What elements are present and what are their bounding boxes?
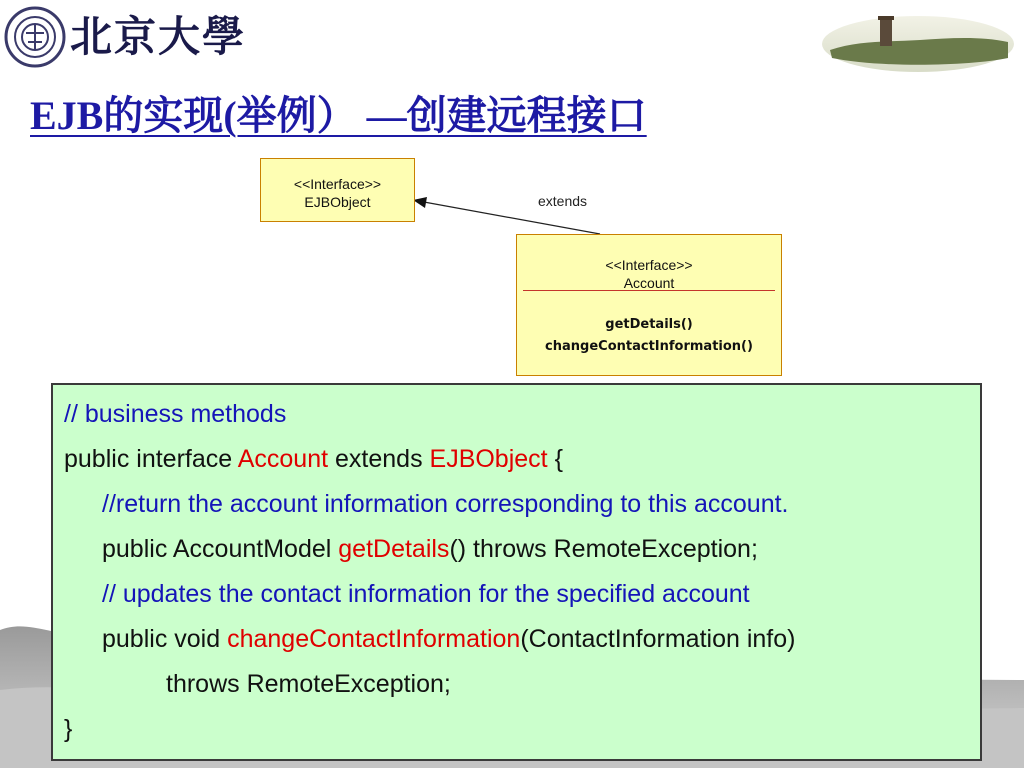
code-token: () throws RemoteException;	[449, 535, 758, 563]
operation-getdetails: getDetails()	[605, 317, 693, 332]
code-method-changecontactinformation: changeContactInformation	[227, 625, 521, 653]
code-token: public void	[102, 625, 228, 653]
code-line-changecontactinformation	[64, 617, 980, 662]
operation-changecontactinformation: changeContactInformation()	[545, 339, 753, 354]
extends-relation-label: extends	[538, 193, 588, 209]
code-token: public interface	[64, 445, 238, 473]
code-superinterface-name: EJBObject	[429, 445, 548, 473]
code-panel	[51, 383, 982, 761]
account-interface-box	[516, 234, 782, 376]
code-interface-name: Account	[237, 445, 329, 473]
account-operations	[517, 291, 781, 358]
account-box-header	[517, 235, 781, 290]
university-wordmark-logo: 北京大學	[70, 12, 247, 61]
account-stereotype: <<Interface>>	[605, 257, 693, 273]
code-line-comment-business-methods: // business methods	[64, 400, 287, 428]
ejbobject-name: EJBObject	[304, 194, 371, 210]
slide-title: EJB的实现(举例） —创建远程接口	[30, 93, 647, 138]
code-method-getdetails: getDetails	[338, 535, 450, 563]
code-token: extends	[328, 445, 430, 473]
code-token: {	[547, 445, 563, 473]
code-token: public AccountModel	[102, 535, 339, 563]
code-token: (ContactInformation info)	[520, 625, 796, 653]
code-line-interface-declaration	[64, 437, 980, 482]
account-name: Account	[623, 275, 675, 291]
code-line-throws: throws RemoteException;	[166, 670, 451, 698]
code-line-comment-updates-contact: // updates the contact information for the specified account	[102, 580, 750, 608]
ejbobject-stereotype: <<Interface>>	[293, 176, 382, 192]
ejbobject-interface-box	[260, 158, 415, 222]
code-line-closing-brace: }	[64, 715, 73, 743]
code-line-getdetails	[64, 527, 980, 572]
code-line-comment-return-info: //return the account information corresponding to this account.	[102, 490, 789, 518]
